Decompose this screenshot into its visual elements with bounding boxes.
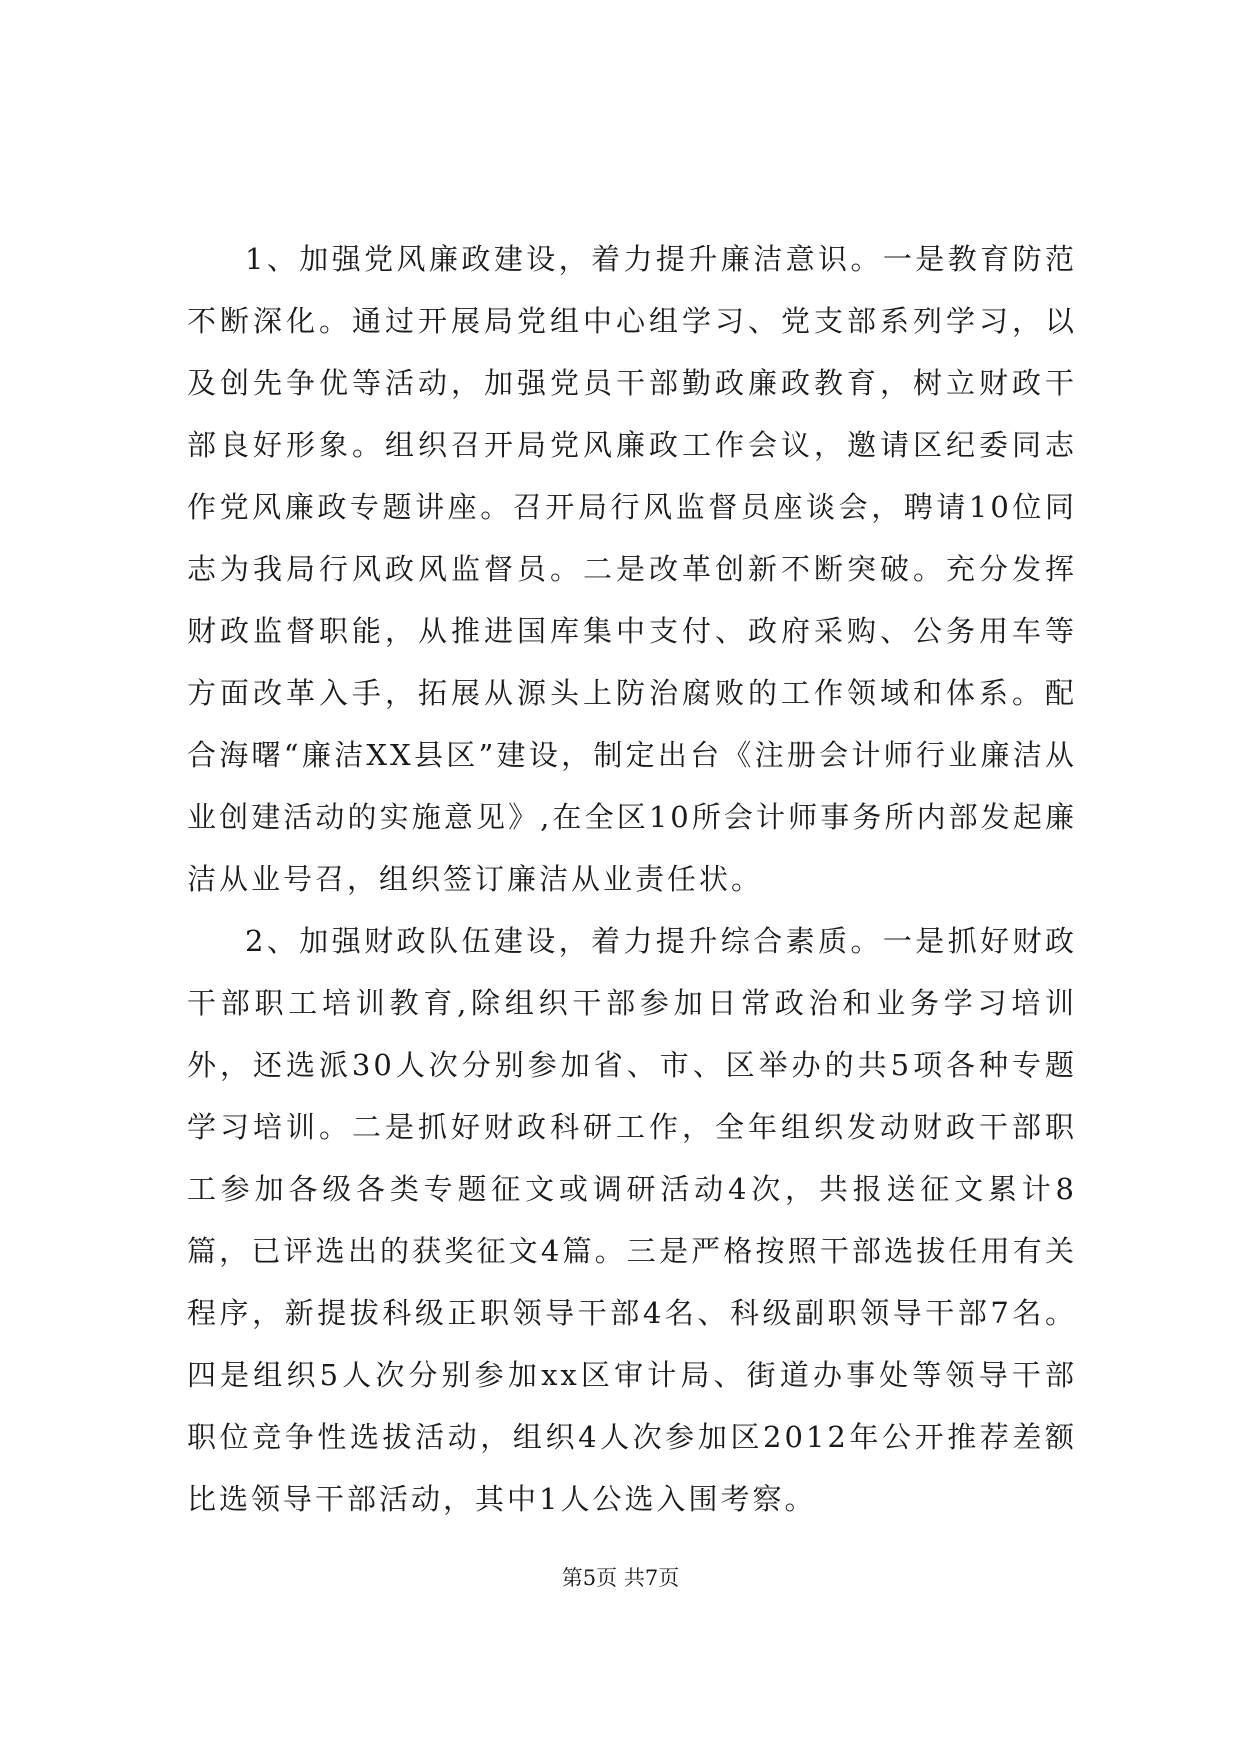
paragraph-team-building: 2、加强财政队伍建设，着力提升综合素质。一是抓好财政干部职工培训教育,除组织干部参加日常政治和业务学习培训外，还选派30人次分别参加省、市、区举办的共5项各种专题学习培训。二是抓好财政科研工作，全年组织发动财政干部职工参加各级各类专题征文或调研活动4次，共报送征文累计8篇，已评选出的获奖征文4篇。三是严格按照干部选拔任用有关程序，新提拔科级正职领导干部4名、科级副职领导干部7名。四是组织5人次分别参加xx区审计局、街道办事处等领导干部职位竞争性选拔活动，组织4人次参加区2012年公开推荐差额比选领导干部活动，其中1人公选入围考察。 [187, 924, 1077, 1516]
page-footer: 第5页 共7页 [561, 1566, 680, 1590]
document-body [187, 228, 1077, 1530]
paragraph-integrity-building: 1、加强党风廉政建设，着力提升廉洁意识。一是教育防范不断深化。通过开展局党组中心组学习、党支部系列学习，以及创先争优等活动，加强党员干部勤政廉政教育，树立财政干部良好形象。组织召开局党风廉政工作会议，邀请区纪委同志作党风廉政专题讲座。召开局行风监督员座谈会，聘请10位同志为我局行风政风监督员。二是改革创新不断突破。充分发挥财政监督职能，从推进国库集中支付、政府采购、公务用车等方面改革入手，拓展从源头上防治腐败的工作领域和体系。配合海曙“廉洁XX县区”建设，制定出台《注册会计师行业廉洁从业创建活动的实施意见》,在全区10所会计师事务所内部发起廉洁从业号召，组织签订廉洁从业责任状。 [187, 242, 1077, 896]
